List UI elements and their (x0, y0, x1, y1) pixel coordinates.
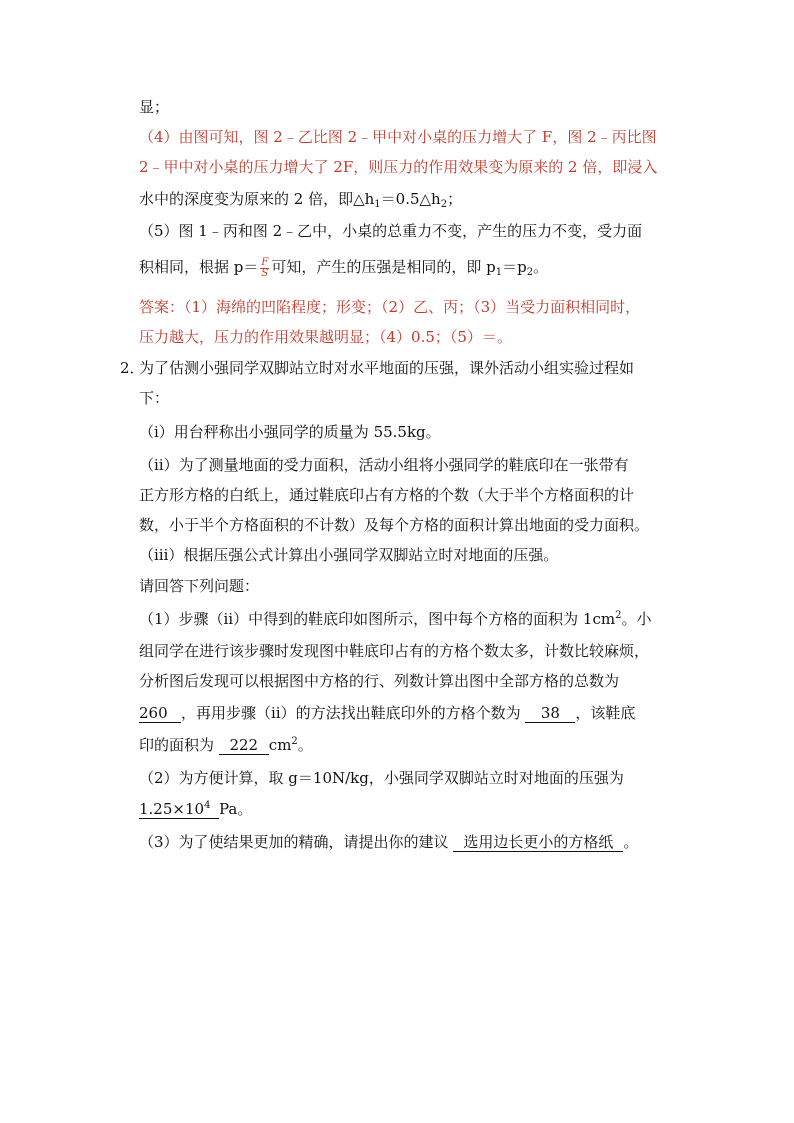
blank-outside-squares (525, 704, 575, 723)
blank-suggestion (453, 833, 623, 852)
text-segment: 可知，产生的压强是相同的，即 p (271, 258, 496, 276)
text-segment: 。 (533, 258, 549, 276)
text-segment: 印的面积为 (139, 736, 215, 754)
solution-part5-line1: （5）图 1﹣丙和图 2﹣乙中，小桌的总重力不变，产生的压力不变，受力面 (139, 222, 643, 240)
subscript: 1 (495, 267, 503, 278)
text-segment: ，再用步骤（ⅱ）的方法找出鞋底印外的方格个数为 (181, 704, 521, 722)
text-segment: ＝p (502, 258, 527, 276)
subscript: 2 (526, 267, 534, 278)
answer-1-line2: 组同学在进行该步骤时发现图中鞋底印占有的方格个数太多，计数比较麻烦， (139, 642, 650, 660)
answer-text: 222 (229, 736, 259, 754)
answer-2-line2 (139, 799, 252, 819)
text-segment: 水中的深度变为原来的 2 倍，即△h (139, 190, 375, 208)
question-intro-line1: 为了估测小强同学双脚站立时对水平地面的压强，课外活动小组实验过程如 (139, 359, 635, 377)
text-segment: 积相同，根据 p＝ (139, 258, 259, 276)
fraction-denominator: S (261, 267, 269, 279)
answer-1-line1 (139, 609, 651, 629)
text-segment: ＝0.5△h (380, 190, 441, 208)
text-segment: 。小 (621, 610, 652, 628)
answer-text: 38 (540, 704, 560, 722)
step-3: （ⅲ）根据压强公式计算出小强同学双脚站立时对地面的压强。 (139, 546, 559, 564)
step-1: （ⅰ）用台秤称出小强同学的质量为 55.5kg。 (139, 423, 441, 441)
step-2-line1: （ⅱ）为了测量地面的受力面积，活动小组将小强同学的鞋底印在一张带有 (139, 456, 629, 474)
solution-part4-line2: 2﹣甲中对小桌的压力增大了 2F，则压力的作用效果变为原来的 2 倍，即浸入 (139, 158, 658, 176)
subscript: 1 (374, 199, 381, 210)
answer-1-line3: 分析图后发现可以根据图中方格的行、列数计算出图中全部方格的总数为 (139, 672, 620, 690)
fraction-f-over-s (260, 258, 269, 279)
answer-text: 1.25×10 (139, 800, 205, 818)
text-segment: （3）为了使结果更加的精确，请提出你的建议 (139, 833, 449, 851)
answer-line-2: 压力越大，压力的作用效果越明显；（4）0.5；（5）＝。 (139, 328, 512, 346)
blank-pressure (139, 800, 219, 819)
text-segment: （1）步骤（ⅱ）中得到的鞋底印如图所示，图中每个方格的面积为 1cm (139, 610, 616, 628)
prompt: 请回答下列问题： (139, 577, 260, 595)
solution-line-1: 显； (139, 98, 170, 116)
superscript: 2 (291, 736, 298, 747)
question-number: 2． (120, 359, 145, 377)
text-segment: cm (268, 736, 292, 754)
answer-1-line5 (139, 735, 313, 755)
text-segment: 。 (297, 736, 313, 754)
answer-3-line1 (139, 832, 638, 852)
text-segment: 。 (623, 833, 639, 851)
blank-area (219, 736, 269, 755)
text-segment: ，该鞋底 (575, 704, 636, 722)
question-intro-line2: 下： (139, 389, 170, 407)
fraction-numerator: F (261, 256, 269, 268)
blank-total-squares (139, 704, 181, 723)
solution-part4-line1: （4）由图可知，图 2﹣乙比图 2﹣甲中对小桌的压力增大了 F，图 2﹣丙比图 (139, 128, 657, 146)
step-2-line2: 正方形方格的白纸上，通过鞋底印占有方格的个数（大于半个方格面积的计 (139, 486, 635, 504)
superscript: 2 (615, 610, 622, 621)
answer-line-1: 答案：（1）海绵的凹陷程度；形变；（2）乙、丙；（3）当受力面积相同时， (139, 298, 641, 316)
answer-text: 260 (139, 704, 168, 722)
text-segment: Pa。 (219, 800, 253, 818)
solution-part4-line3 (139, 189, 462, 209)
answer-2-line1: （2）为方便计算，取 g＝10N/kg，小强同学双脚站立时对地面的压强为 (139, 769, 624, 787)
answer-1-line4 (139, 703, 635, 723)
superscript: 4 (204, 800, 211, 811)
step-2-line3: 数，小于半个方格面积的不计数）及每个方格的面积计算出地面的受力面积。 (139, 516, 650, 534)
solution-part5-line2 (139, 257, 548, 279)
subscript: 2 (440, 199, 448, 210)
text-segment: ； (447, 190, 463, 208)
answer-text: 选用边长更小的方格纸 (463, 833, 614, 851)
